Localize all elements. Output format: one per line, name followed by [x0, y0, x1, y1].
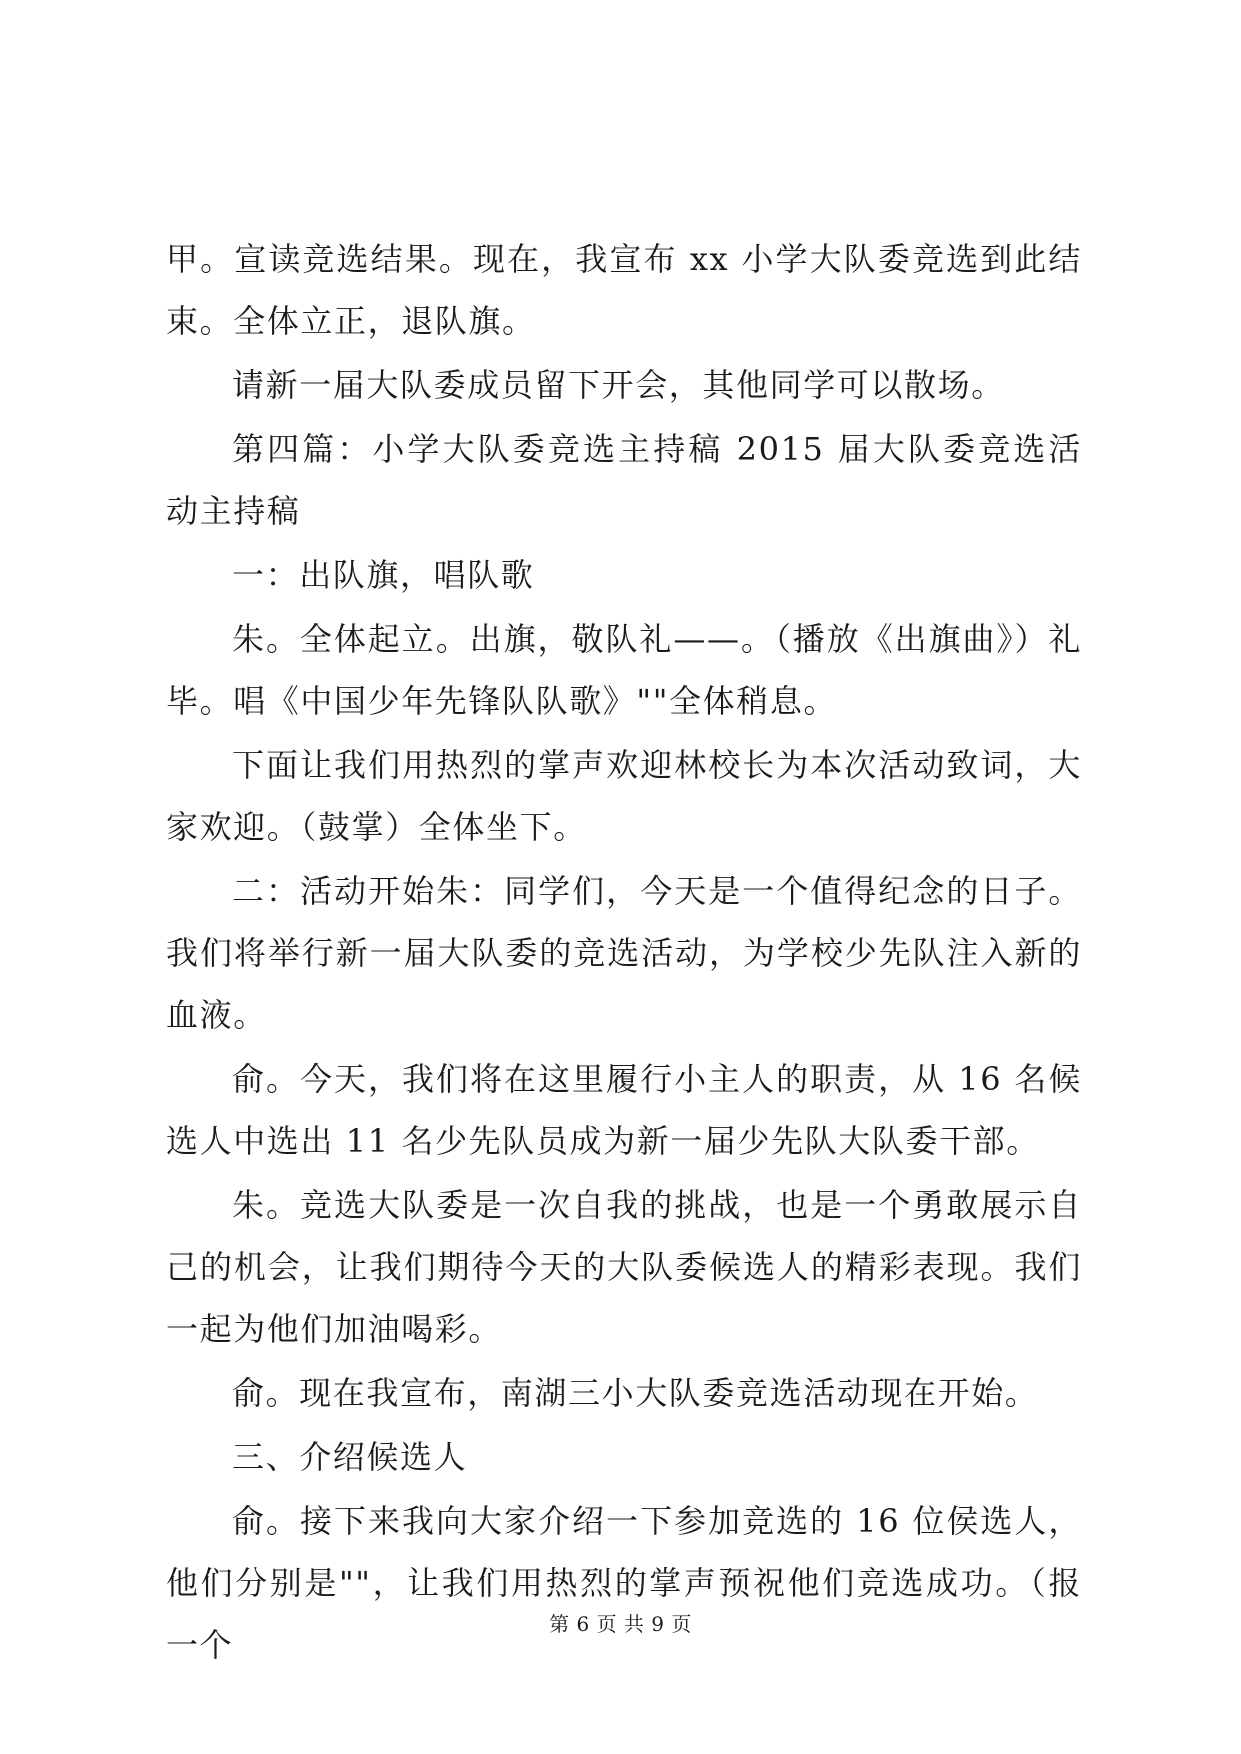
page-footer: [0, 1609, 1241, 1639]
paragraph: 一：出队旗，唱队歌: [232, 556, 535, 594]
paragraph: 朱。竞选大队委是一次自我的挑战，也是一个勇敢展示自己的机会，让我们期待今天的大队委候选人的精彩表现。我们一起为他们加油喝彩。: [166, 1186, 1082, 1348]
paragraph: 请新一届大队委成员留下开会，其他同学可以散场。: [232, 366, 1005, 404]
paragraph: 俞。现在我宣布，南湖三小大队委竞选活动现在开始。: [232, 1374, 1039, 1412]
document-body: [166, 228, 1082, 1678]
paragraph: 俞。接下来我向大家介绍一下参加竞选的 16 位侯选人，他们分别是""，让我们用热烈的掌声预祝他们竞选成功。（报一个: [166, 1502, 1082, 1664]
paragraph: 朱。全体起立。出旗，敬队礼——。（播放《出旗曲》）礼毕。唱《中国少年先锋队队歌》""全体稍息。: [166, 620, 1082, 720]
paragraph: 俞。今天，我们将在这里履行小主人的职责，从 16 名候选人中选出 11 名少先队员成为新一届少先队大队委干部。: [166, 1060, 1082, 1160]
paragraph: 三、介绍候选人: [232, 1438, 468, 1476]
paragraph: 甲。宣读竞选结果。现在，我宣布 xx 小学大队委竞选到此结束。全体立正，退队旗。: [166, 240, 1082, 340]
page-number: 第 6 页 共 9 页: [549, 1612, 692, 1636]
paragraph: 第四篇：小学大队委竞选主持稿 2015 届大队委竞选活动主持稿: [166, 430, 1082, 530]
paragraph: 下面让我们用热烈的掌声欢迎林校长为本次活动致词，大家欢迎。（鼓掌）全体坐下。: [166, 746, 1082, 846]
paragraph: 二：活动开始朱：同学们，今天是一个值得纪念的日子。我们将举行新一届大队委的竞选活动，为学校少先队注入新的血液。: [166, 872, 1082, 1034]
